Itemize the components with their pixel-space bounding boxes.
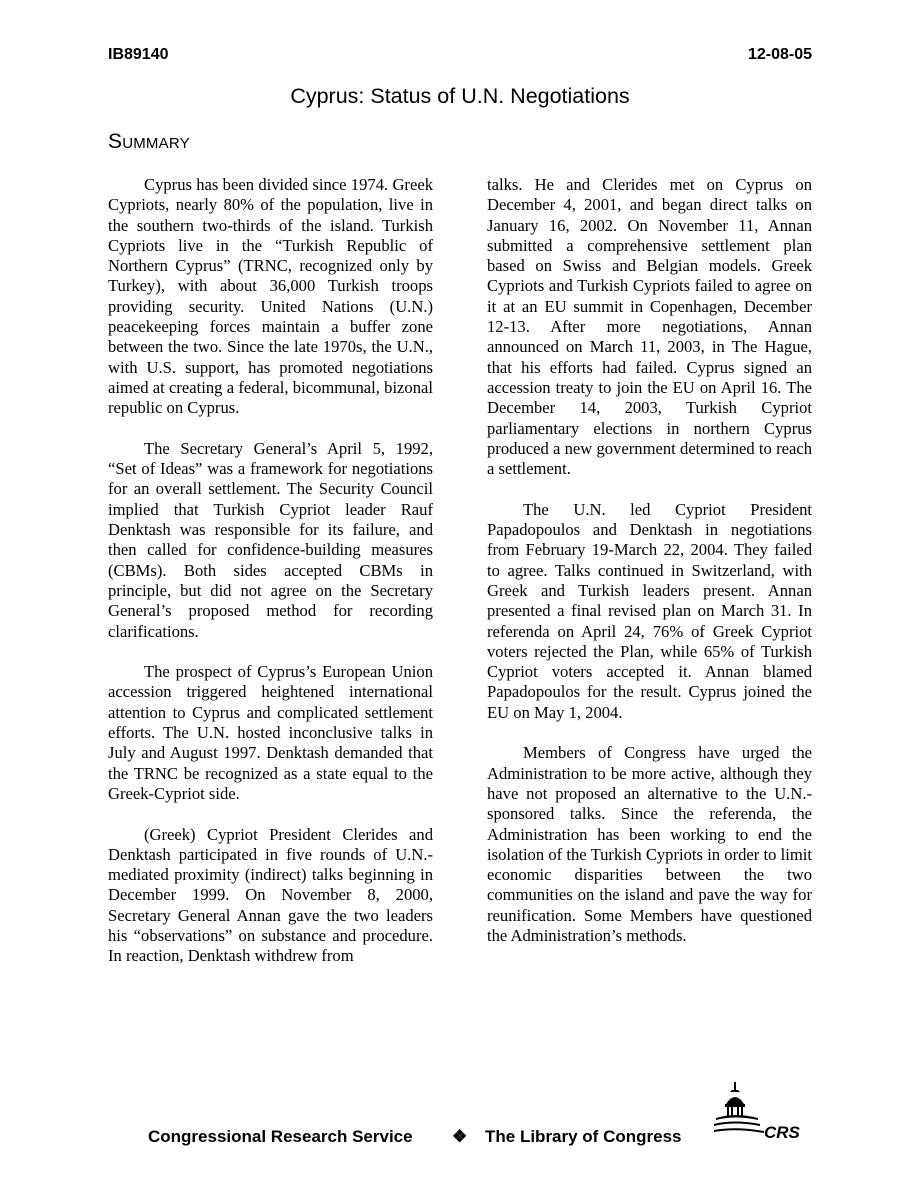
crs-logo (712, 1080, 812, 1148)
paragraph: Cyprus has been divided since 1974. Greek Cypriots, nearly 80% of the population, live in the southern two-thirds of the island. Turkish Cypriots live in the “Turkish Republic of Northern Cyprus” (TRNC, recognized only by Turkey), with about 36,000 Turkish troops providing security. United Nations (U.N.) peacekeeping forces maintain a buffer zone between the two. Since the late 1970s, the U.N., with U.S. support, has promoted negotiations aimed at creating a federal, bicommunal, bizonal republic on Cyprus. (108, 175, 433, 418)
report-id: IB89140 (108, 46, 169, 63)
footer-library: The Library of Congress (485, 1127, 682, 1146)
capitol-dome-icon (714, 1082, 764, 1133)
paragraph: Members of Congress have urged the Administration to be more active, although they have not proposed an alternative to the U.N.-sponsored talks. Since the referenda, the Administration has been working to end the isolation of the Turkish Cypriots in order to limit economic disparities between the two communities on the island and pave the way for reunification. Some Members have questioned the Administration’s methods. (487, 743, 812, 945)
left-column (108, 175, 433, 987)
right-column (487, 175, 812, 967)
section-heading: Summary (108, 130, 190, 153)
footer-crs: Congressional Research Service (148, 1127, 413, 1146)
paragraph: (Greek) Cypriot President Clerides and Denktash participated in five rounds of U.N.-mediated proximity (indirect) talks beginning in December 1999. On November 8, 2000, Secretary General Annan gave the two leaders his “observations” on substance and procedure. In reaction, Denktash withdrew from (108, 824, 433, 966)
paragraph: The U.N. led Cypriot President Papadopoulos and Denktash in negotiations from February 19-March 22, 2004. They failed to agree. Talks continued in Switzerland, with Greek and Turkish leaders present. Annan presented a final revised plan on March 31. In referenda on April 24, 76% of Greek Cypriot voters rejected the Plan, while 65% of Turkish Cypriot voters accepted it. Annan blamed Papadopoulos for the result. Cyprus joined the EU on May 1, 2004. (487, 499, 812, 722)
report-date: 12-08-05 (747, 46, 812, 63)
paragraph: The prospect of Cyprus’s European Union accession triggered heightened international attention to Cyprus and complicated settlement efforts. The U.N. hosted inconclusive talks in July and August 1997. Denktash demanded that the TRNC be recognized as a state equal to the Greek-Cypriot side. (108, 662, 433, 803)
footer-separator: ❖ (452, 1127, 468, 1146)
page-title: Cyprus: Status of U.N. Negotiations (290, 84, 630, 108)
crs-logo-text: CRS (764, 1123, 800, 1142)
paragraph: The Secretary General’s April 5, 1992, “Set of Ideas” was a framework for negotiations for an overall settlement. The Security Council implied that Turkish Cypriot leader Rauf Denktash was responsible for its failure, and then called for confidence-building measures (CBMs). Both sides accepted CBMs in principle, but did not agree on the Secretary General’s proposed method for recording clarifications. (108, 438, 433, 641)
paragraph-continued: talks. He and Clerides met on Cyprus on December 4, 2001, and began direct talks on January 16, 2002. On November 11, Annan submitted a comprehensive settlement plan based on Swiss and Belgian models. Greek Cypriots and Turkish Cypriots failed to agree on it at an EU summit in Copenhagen, December 12-13. After more negotiations, Annan announced on March 11, 2003, in The Hague, that his efforts had failed. Cyprus signed an accession treaty to join the EU on April 16. The December 14, 2003, Turkish Cypriot parliamentary elections in northern Cyprus produced a new government determined to reach a settlement. (487, 175, 812, 479)
